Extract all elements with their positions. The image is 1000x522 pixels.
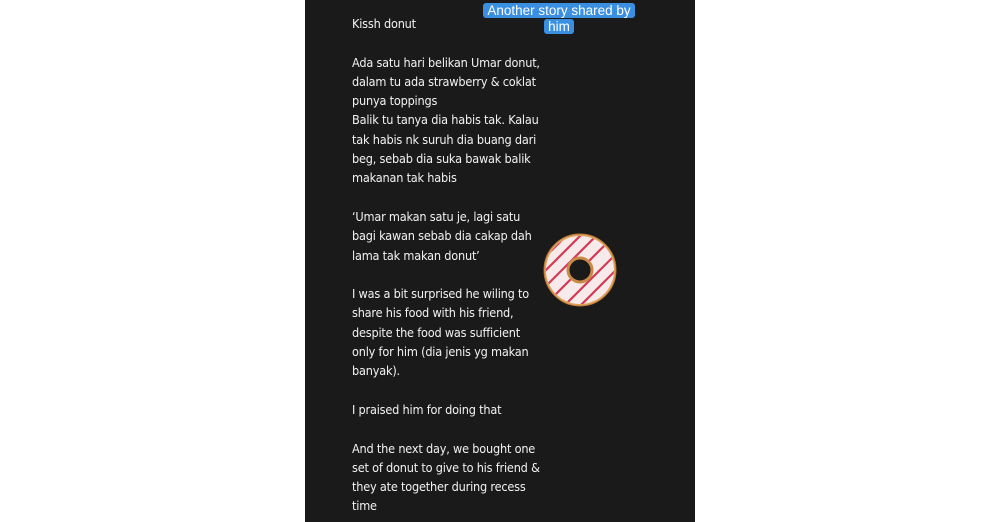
story-frame	[305, 0, 695, 522]
donut-icon	[540, 230, 620, 310]
story-caption: Another story shared by him	[483, 3, 635, 35]
story-text	[352, 14, 540, 516]
paragraph: Ada satu hari belikan Umar donut, dalam tu ada strawberry & coklat punya toppings Balik tu tanya dia habis tak. Kalau tak habis nk suruh dia buang dari beg, sebab dia suka bawak balik makanan tak habis	[352, 54, 540, 186]
paragraph: ‘Umar makan satu je, lagi satu bagi kawan sebab dia cakap dah lama tak makan donut’	[352, 208, 532, 263]
paragraph: I praised him for doing that	[352, 401, 502, 417]
paragraph: I was a bit surprised he wiling to share his food with his friend, despite the food was sufficient only for him (dia jenis yg makan banyak).	[352, 286, 529, 379]
paragraph: And the next day, we bought one set of donut to give to his friend & they ate together during recess time	[352, 440, 540, 514]
story-title: Kissh donut	[352, 16, 416, 31]
